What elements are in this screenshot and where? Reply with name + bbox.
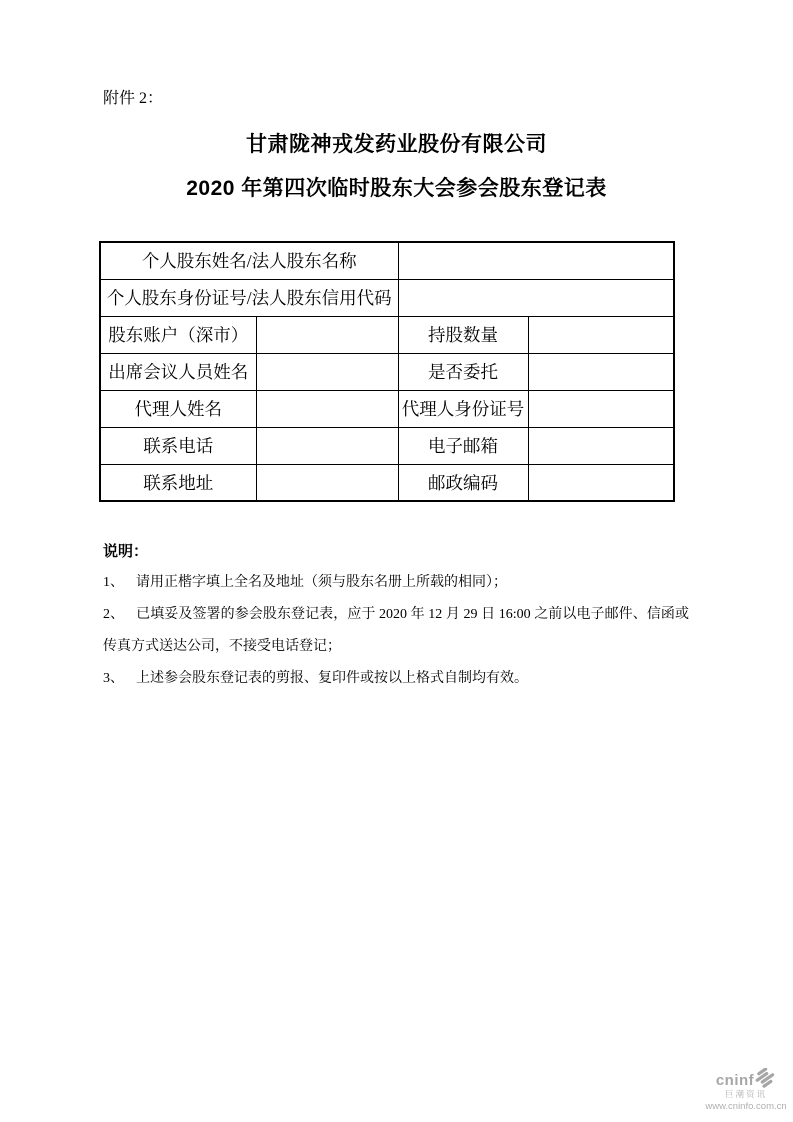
field-label-account: 股东账户（深市） <box>100 316 256 353</box>
field-label-attendee-name: 出席会议人员姓名 <box>100 353 256 390</box>
field-value-address <box>256 464 398 501</box>
note-text: 上述参会股东登记表的剪报、复印件或按以上格式自制均有效。 <box>136 671 528 686</box>
cninfo-url: www.cninfo.com.cn <box>705 1100 787 1112</box>
cninfo-brand-text: cninf <box>715 1071 755 1089</box>
field-value-phone <box>256 427 398 464</box>
table-row-account-shares <box>100 316 674 353</box>
field-label-phone: 联系电话 <box>100 427 256 464</box>
table-row-phone-email <box>100 427 674 464</box>
field-label-address: 联系地址 <box>100 464 256 501</box>
field-label-id-number: 个人股东身份证号/法人股东信用代码 <box>100 279 398 316</box>
note-item-2 <box>103 599 689 663</box>
field-value-postcode <box>528 464 674 501</box>
table-row-id-number <box>100 279 674 316</box>
field-label-email: 电子邮箱 <box>398 427 528 464</box>
attachment-label: 附件 2： <box>103 90 164 107</box>
field-value-shareholder-name <box>398 242 674 279</box>
field-label-agent-id: 代理人身份证号 <box>398 390 528 427</box>
field-value-account <box>256 316 398 353</box>
cninfo-brand-row <box>703 1071 789 1089</box>
table-row-address-postcode <box>100 464 674 501</box>
note-number: 3、 <box>103 671 124 686</box>
note-number: 1、 <box>103 575 124 590</box>
field-value-agent-id <box>528 390 674 427</box>
field-value-email <box>528 427 674 464</box>
cninfo-watermark <box>703 1071 789 1111</box>
form-subtitle: 2020 年第四次临时股东大会参会股东登记表 <box>186 177 607 200</box>
table-row-agent <box>100 390 674 427</box>
registration-table <box>99 241 675 502</box>
field-value-id-number <box>398 279 674 316</box>
note-item-1 <box>103 567 689 599</box>
note-item-3 <box>103 663 689 695</box>
notes-heading: 说明： <box>103 543 149 560</box>
field-value-is-entrusted <box>528 353 674 390</box>
field-label-agent-name: 代理人姓名 <box>100 390 256 427</box>
field-label-shareholder-name: 个人股东姓名/法人股东名称 <box>100 242 398 279</box>
field-label-shares-held: 持股数量 <box>398 316 528 353</box>
field-value-agent-name <box>256 390 398 427</box>
field-value-attendee-name <box>256 353 398 390</box>
note-text: 已填妥及签署的参会股东登记表，应于 2020 年 12 月 29 日 16:00 之前以电子邮件、信函或传真方式送达公司，不接受电话登记； <box>103 607 689 654</box>
field-value-shares-held <box>528 316 674 353</box>
note-number: 2、 <box>103 607 125 622</box>
cninfo-chinese-name: 巨潮资讯 <box>724 1089 767 1099</box>
table-row-attendee-proxy <box>100 353 674 390</box>
company-title: 甘肃陇神戎发药业股份有限公司 <box>246 133 547 156</box>
notes-section <box>103 542 689 695</box>
field-label-is-entrusted: 是否委托 <box>398 353 528 390</box>
striped-globe-icon <box>755 1068 776 1089</box>
field-label-postcode: 邮政编码 <box>398 464 528 501</box>
note-text: 请用正楷字填上全名及地址（须与股东名册上所载的相同）； <box>136 575 507 590</box>
table-row-shareholder-name <box>100 242 674 279</box>
